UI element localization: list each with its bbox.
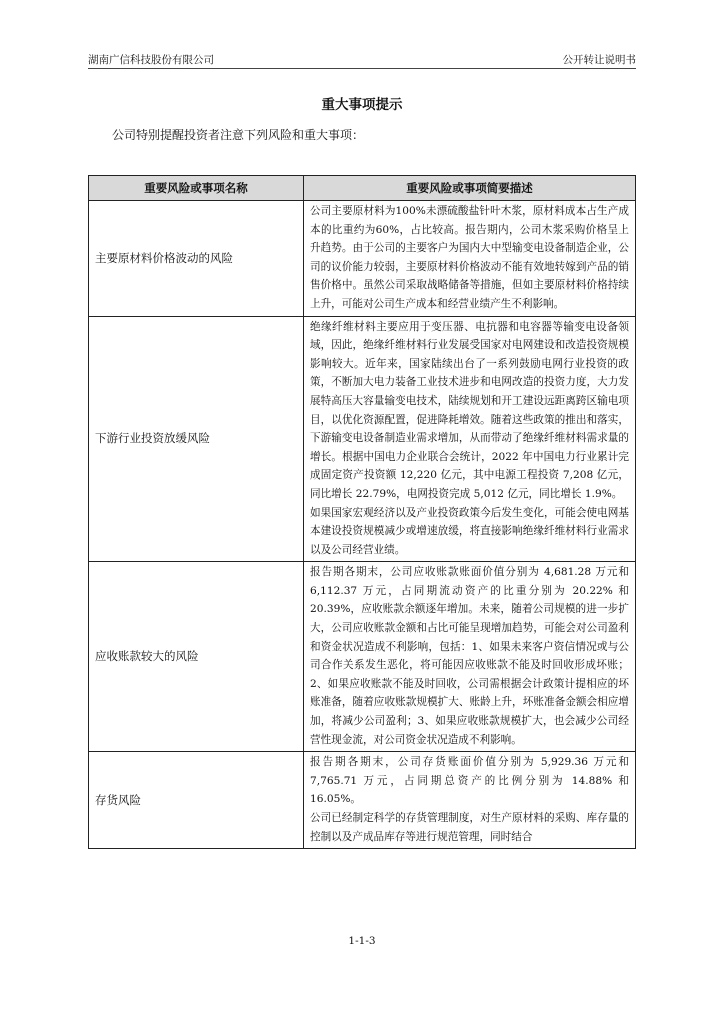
header-document-type: 公开转让说明书 <box>562 54 636 66</box>
table-header-row <box>89 176 636 201</box>
table-row <box>89 752 636 849</box>
risk-name-cell: 应收账款较大的风险 <box>89 562 304 752</box>
description-paragraph: 如果国家宏观经济以及产业投资政策今后发生变化，可能会使电网基本建设投资规模减少或增速放缓，将直接影响绝缘纤维材料行业需求以及公司经营业绩。 <box>310 506 629 556</box>
description-paragraph: 报告期各期末，公司存货账面价值分别为 5,929.36 万元和 7,765.71 万元，占同期总资产的比例分别为 14.88% 和 16.05%。 <box>310 756 629 806</box>
risk-name-cell: 主要原材料价格波动的风险 <box>89 201 304 317</box>
description-paragraph: 绝缘纤维材料主要应用于变压器、电抗器和电容器等输变电设备领域，因此，绝缘纤维材料行业发展受国家对电网建设和改造投资规模影响较大。近年来，国家陆续出台了一系列鼓励电网行业投资的政策，不断加大电力装备工业技术进步和电网改造的投资力度，大力发展特高压大容量输变电技术，陆续规划和开工建设远距离跨区输电项目，以优化资源配置，促进降耗增效。随着这些政策的推出和落实，下游输变电设备制造业需求增加，从而带动了绝缘纤维材料需求量的增长。根据中国电力企业联合会统计，2022 年中国电力行业累计完成固定资产投资额 12,220 亿元，其中电源工程投资 7,208 亿元，同比增长 22.79%，电网投资完成 5,012 亿元，同比增长 1.9%。 <box>310 320 629 500</box>
column-header-description: 重要风险或事项简要描述 <box>304 176 636 201</box>
risk-table <box>88 175 636 849</box>
header-company-name: 湖南广信科技股份有限公司 <box>88 54 214 66</box>
page-title: 重大事项提示 <box>321 97 403 113</box>
table-row <box>89 201 636 317</box>
table-row <box>89 316 636 562</box>
table-row <box>89 562 636 752</box>
page-header <box>88 52 636 69</box>
risk-name-cell: 存货风险 <box>89 752 304 849</box>
risk-description-cell <box>304 316 636 562</box>
intro-text: 公司特别提醒投资者注意下列风险和重大事项： <box>112 128 365 142</box>
risk-description-cell <box>304 201 636 317</box>
risk-description-cell <box>304 752 636 849</box>
risk-name-cell: 下游行业投资放缓风险 <box>89 316 304 562</box>
risk-description-cell <box>304 562 636 752</box>
column-header-name: 重要风险或事项名称 <box>89 176 304 201</box>
page-number: 1-1-3 <box>348 935 376 947</box>
description-paragraph: 公司主要原材料为100%未漂硫酸盐针叶木浆，原材料成本占生产成本的比重约为60%，占比较高。报告期内，公司木浆采购价格呈上升趋势。由于公司的主要客户为国内大中型输变电设备制造企业，公司的议价能力较弱，主要原材料价格波动不能有效地转嫁到产品的销售价格中。虽然公司采取战略储备等措施，但如主要原材料价格持续上升，可能对公司生产成本和经营业绩产生不利影响。 <box>310 205 629 310</box>
description-paragraph: 公司已经制定科学的存货管理制度，对生产原材料的采购、库存量的控制以及产成品库存等进行规范管理，同时结合 <box>310 812 629 843</box>
description-paragraph: 报告期各期末，公司应收账款账面价值分别为 4,681.28 万元和 6,112.37 万元，占同期流动资产的比重分别为 20.22% 和 20.39%，应收账款余额逐年增加。未来，随着公司规模的进一步扩大，公司应收账款金额和占比可能呈现增加趋势，可能会对公司盈利和资金状况造成不利影响，包括：1、如果未来客户资信情况或与公司合作关系发生恶化，将可能因应收账款不能及时回收形成坏账；2、如果应收账款不能及时回收，公司需根据会计政策计提相应的坏账准备，随着应收账款规模扩大、账龄上升，坏账准备金额会相应增加，将减少公司盈利；3、如果应收账款规模扩大，也会减少公司经营性现金流，对公司资金状况造成不利影响。 <box>310 566 629 746</box>
